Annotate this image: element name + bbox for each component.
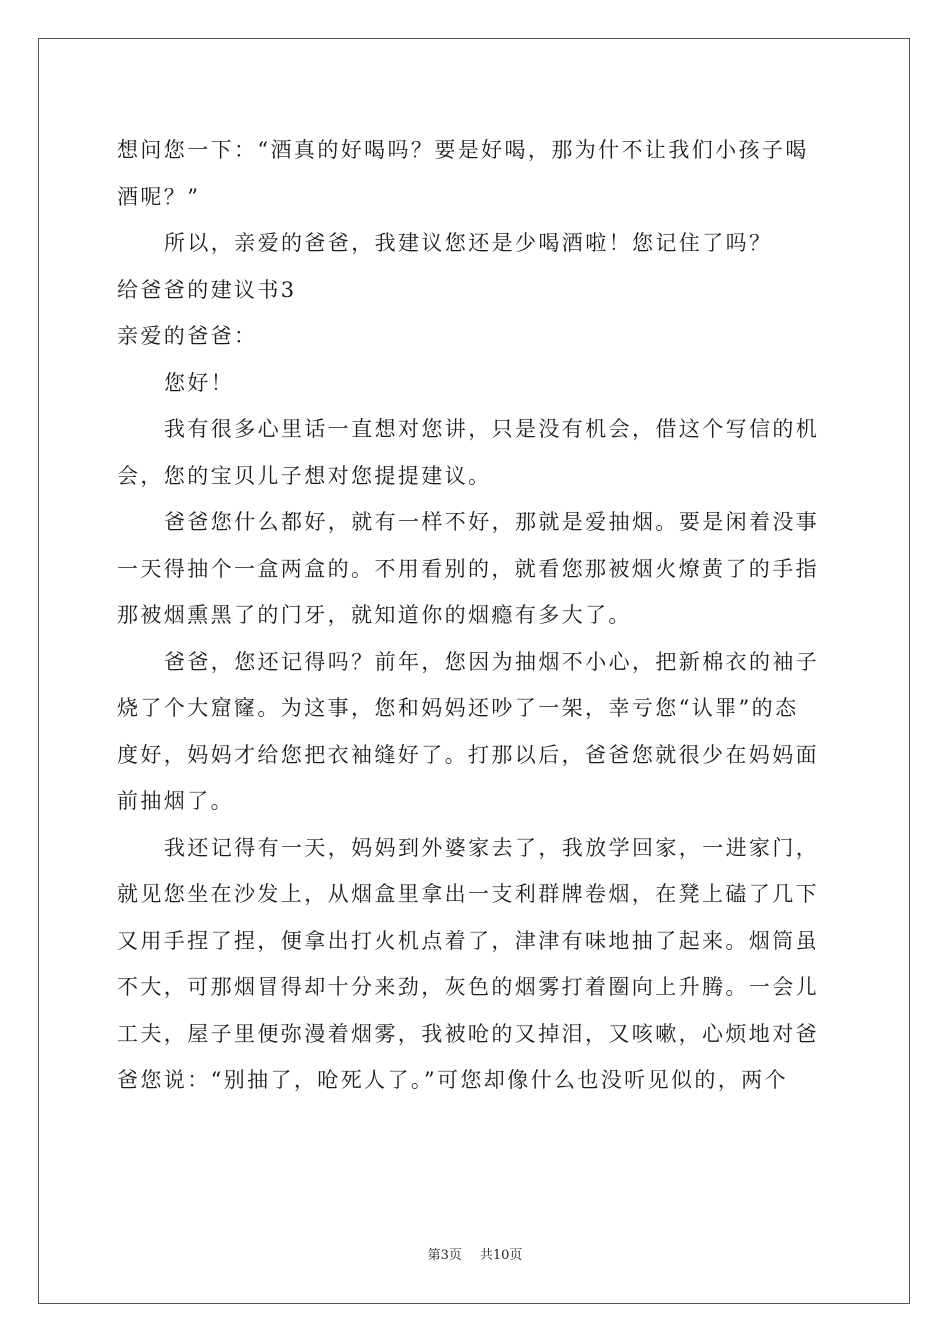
text-line: 就见您坐在沙发上，从烟盒里拿出一支利群牌卷烟，在凳上磕了几下 [117, 882, 819, 906]
text-line: 酒呢？” [117, 184, 201, 209]
text-line: 想问您一下：“酒真的好喝吗？要是好喝，那为什不让我们小孩子喝 [117, 138, 809, 162]
text-line: 爸爸，您还记得吗？前年，您因为抽烟不小心，把新棉衣的袖子 [164, 649, 820, 674]
text-line: 工夫，屋子里便弥漫着烟雾，我被呛的又掉泪，又咳嗽，心烦地对爸 [117, 1021, 819, 1046]
text-line: 那被烟熏黑了的门牙，就知道你的烟瘾有多大了。 [117, 603, 632, 627]
text-line: 您好！ [164, 370, 235, 395]
text-line: 又用手捏了捏，便拿出打火机点着了，津津有味地抽了起来。烟筒虽 [117, 928, 819, 953]
text-line: 我有很多心里话一直想对您讲，只是没有机会，借这个写信的机 [164, 417, 820, 441]
text-line: 烧了个大窟窿。为这事，您和妈妈还吵了一架，幸亏您“认罪”的态 [117, 696, 799, 720]
text-line: 所以，亲爱的爸爸，我建议您还是少喝酒啦！您记住了吗？ [164, 231, 773, 255]
page-footer [0, 1244, 950, 1263]
text-line: 爸您说：“别抽了，呛死人了。”可您却像什么也没听见似的，两个 [117, 1068, 788, 1092]
text-line: 前抽烟了。 [117, 789, 234, 813]
text-line: 一天得抽个一盒两盒的。不用看别的，就看您那被烟火燎黄了的手指 [117, 556, 819, 581]
text-line: 爸爸您什么都好，就有一样不好，那就是爱抽烟。要是闲着没事 [164, 510, 820, 534]
text-line: 亲爱的爸爸： [117, 324, 258, 348]
document-body [117, 127, 833, 1104]
page-total: 共10页 [479, 1248, 523, 1263]
page-number: 第3页 [427, 1248, 462, 1263]
text-line: 度好，妈妈才给您把衣袖缝好了。打那以后，爸爸您就很少在妈妈面 [117, 742, 819, 767]
text-line: 不大，可那烟冒得却十分来劲，灰色的烟雾打着圈向上升腾。一会儿 [117, 975, 819, 999]
text-line: 给爸爸的建议书3 [117, 277, 297, 302]
text-line: 我还记得有一天，妈妈到外婆家去了，我放学回家，一进家门， [164, 835, 820, 860]
text-line: 会，您的宝贝儿子想对您提提建议。 [117, 463, 492, 488]
